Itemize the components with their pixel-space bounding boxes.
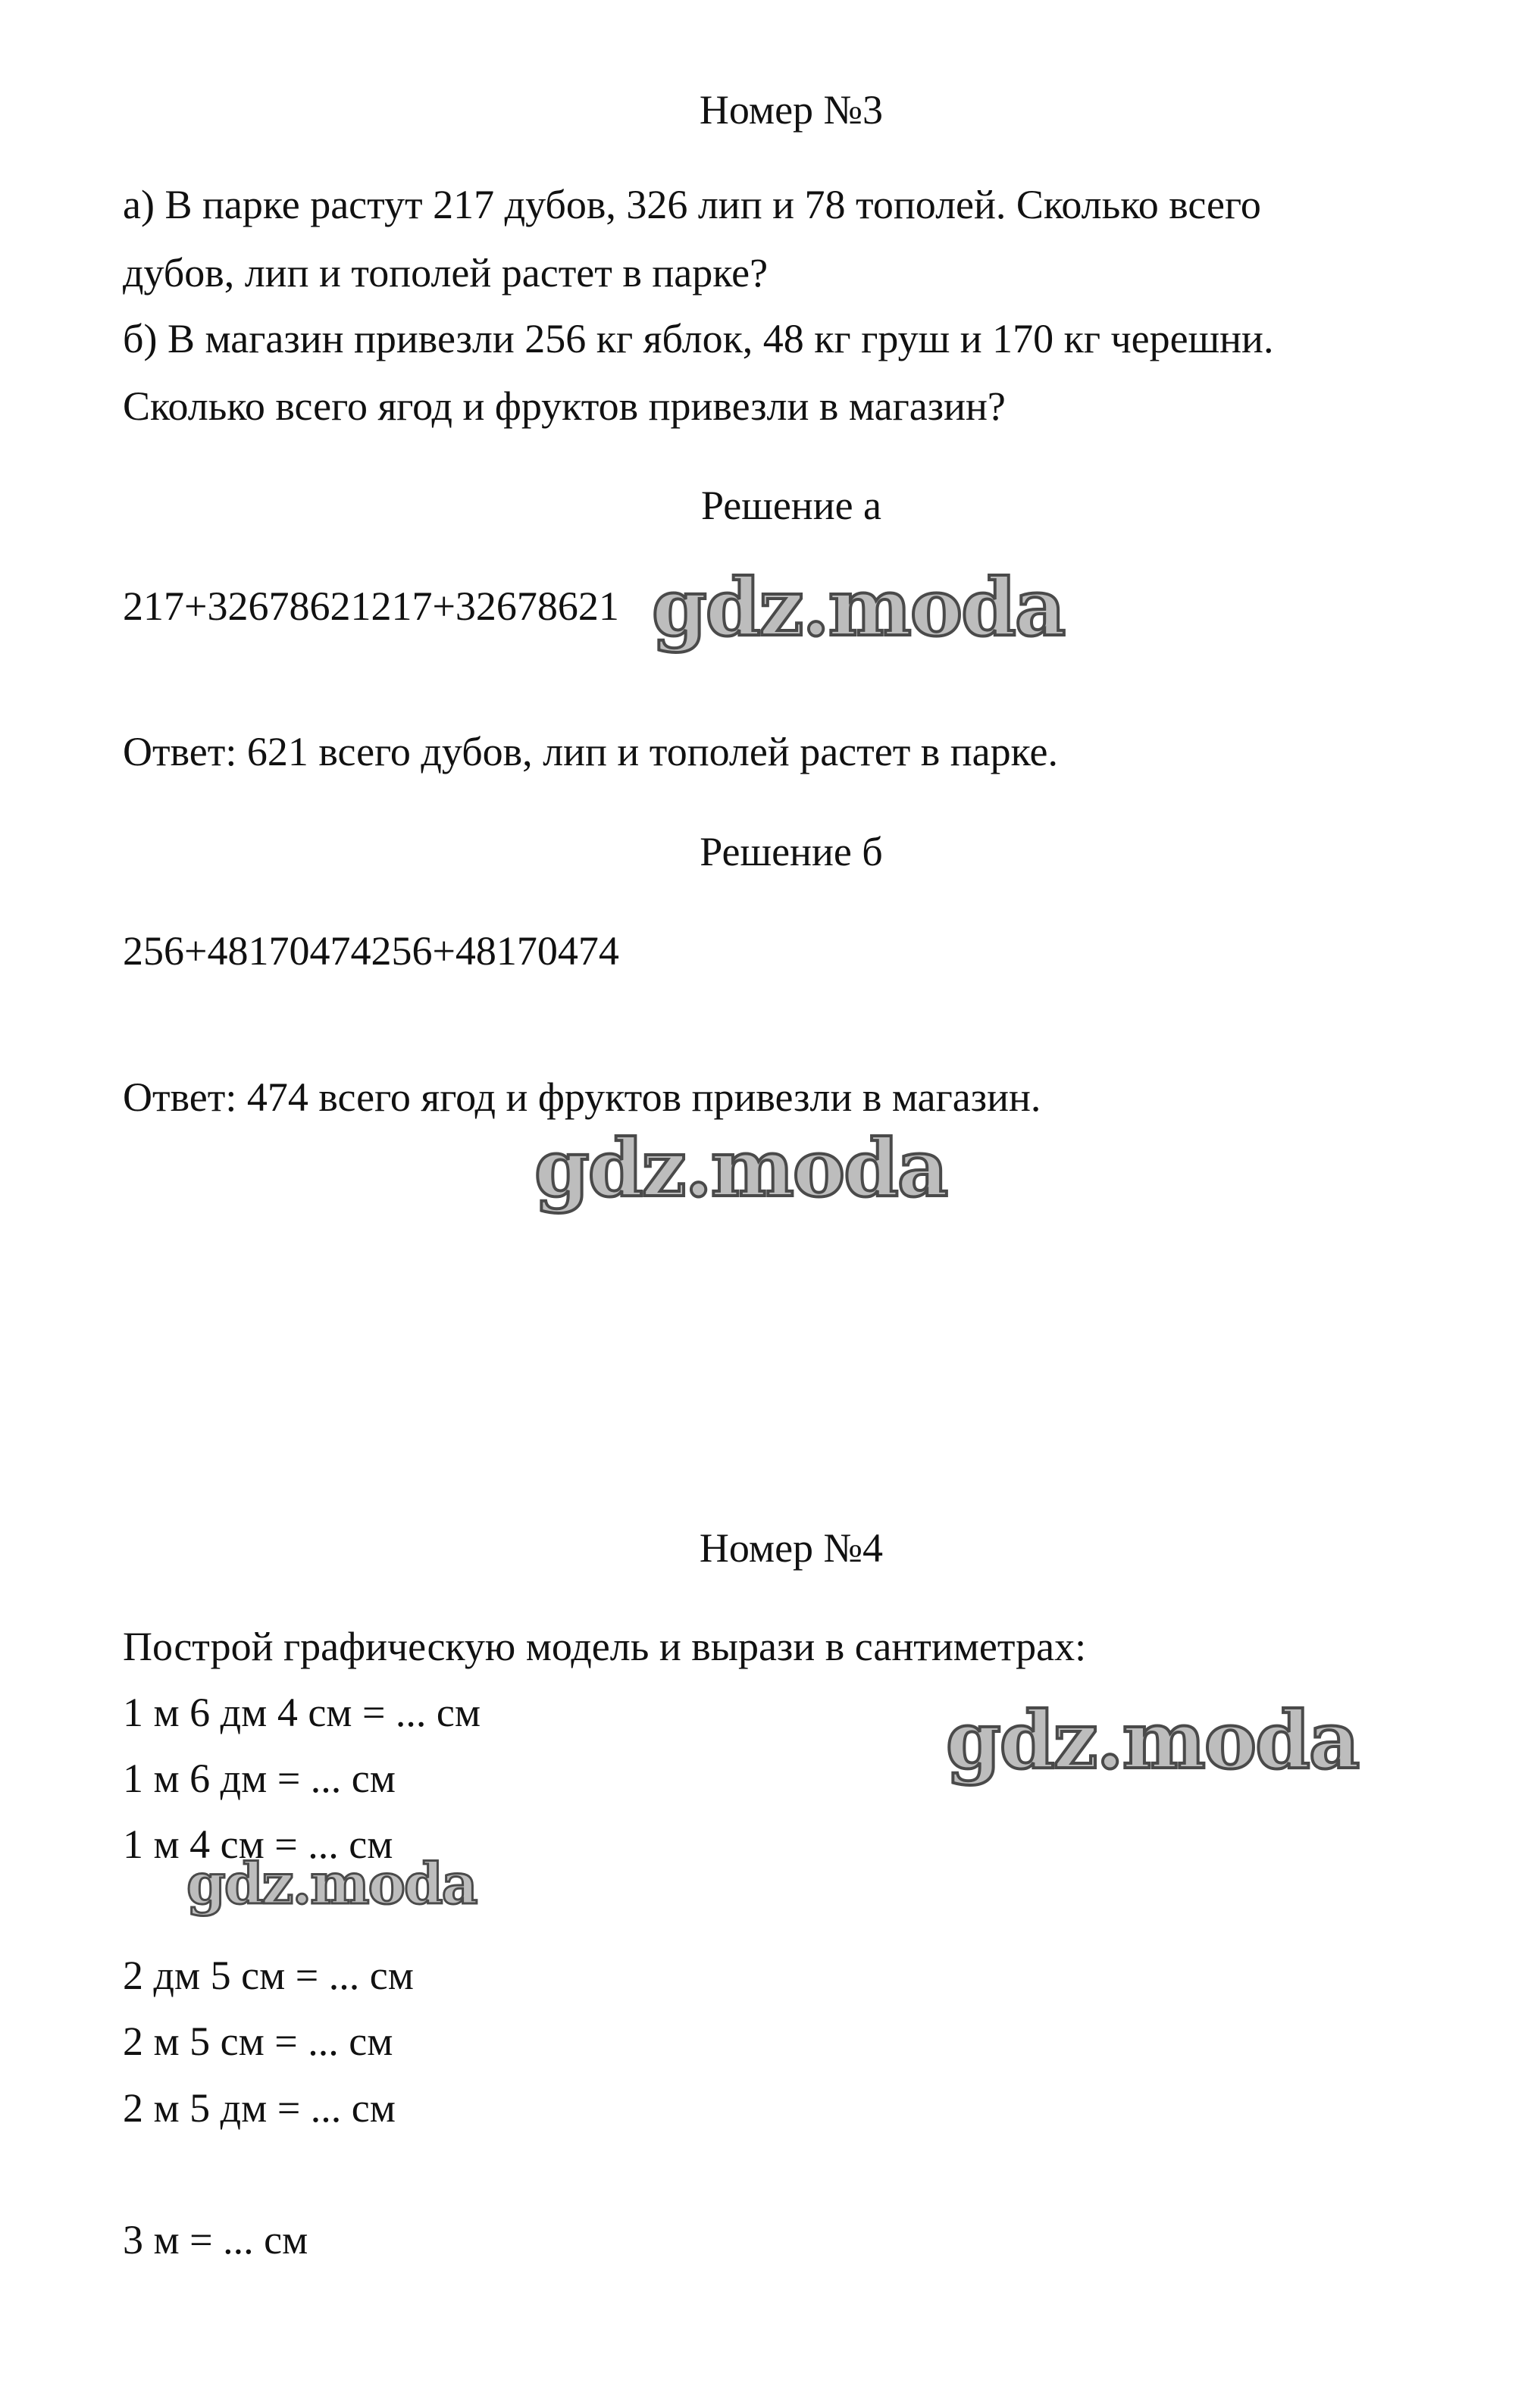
task4-item: 2 дм 5 см = ... см xyxy=(123,1953,414,1998)
task4-title: Номер №4 xyxy=(699,1525,884,1571)
task4-item: 1 м 6 дм 4 см = ... см xyxy=(123,1690,481,1735)
solution-b-title: Решение б xyxy=(700,829,883,874)
task4-item: 2 м 5 дм = ... см xyxy=(123,2085,396,2131)
solution-a-expression: 217+3267862​1217+32678621 xyxy=(123,583,619,629)
answer-b: Ответ: 474 всего ягод и фруктов привезли в магазин. xyxy=(123,1074,1041,1120)
task3-title: Номер №3 xyxy=(699,87,884,133)
task3-problem-a-line2: дубов, лип и тополей растет в парке? xyxy=(123,250,769,296)
watermark-logo: gdz.moda xyxy=(652,561,1065,654)
task3-problem-a-line1: а) В парке растут 217 дубов, 326 лип и 78 тополей. Сколько всего xyxy=(123,182,1261,227)
task4-instruction: Построй графическую модель и вырази в сантиметрах: xyxy=(123,1624,1087,1669)
watermark-logo: gdz.moda xyxy=(186,1852,477,1917)
watermark-logo: gdz.moda xyxy=(534,1121,947,1215)
watermark-logo: gdz.moda xyxy=(946,1693,1359,1787)
answer-a: Ответ: 621 всего дубов, лип и тополей растет в парке. xyxy=(123,729,1059,774)
task4-item: 1 м 6 дм = ... см xyxy=(123,1756,396,1801)
task3-problem-b-line2: Сколько всего ягод и фруктов привезли в магазин? xyxy=(123,383,1006,429)
solution-a-title: Решение а xyxy=(700,483,882,528)
task4-item: 2 м 5 см = ... см xyxy=(123,2019,393,2064)
task4-item: 3 м = ... см xyxy=(123,2217,308,2263)
task3-problem-b-line1: б) В магазин привезли 256 кг яблок, 48 кг груш и 170 кг черешни. xyxy=(123,316,1274,361)
task4-item: 1 м 4 см = ... см xyxy=(123,1822,393,1867)
solution-b-expression: 256+48170474256+48170474 xyxy=(123,928,619,974)
